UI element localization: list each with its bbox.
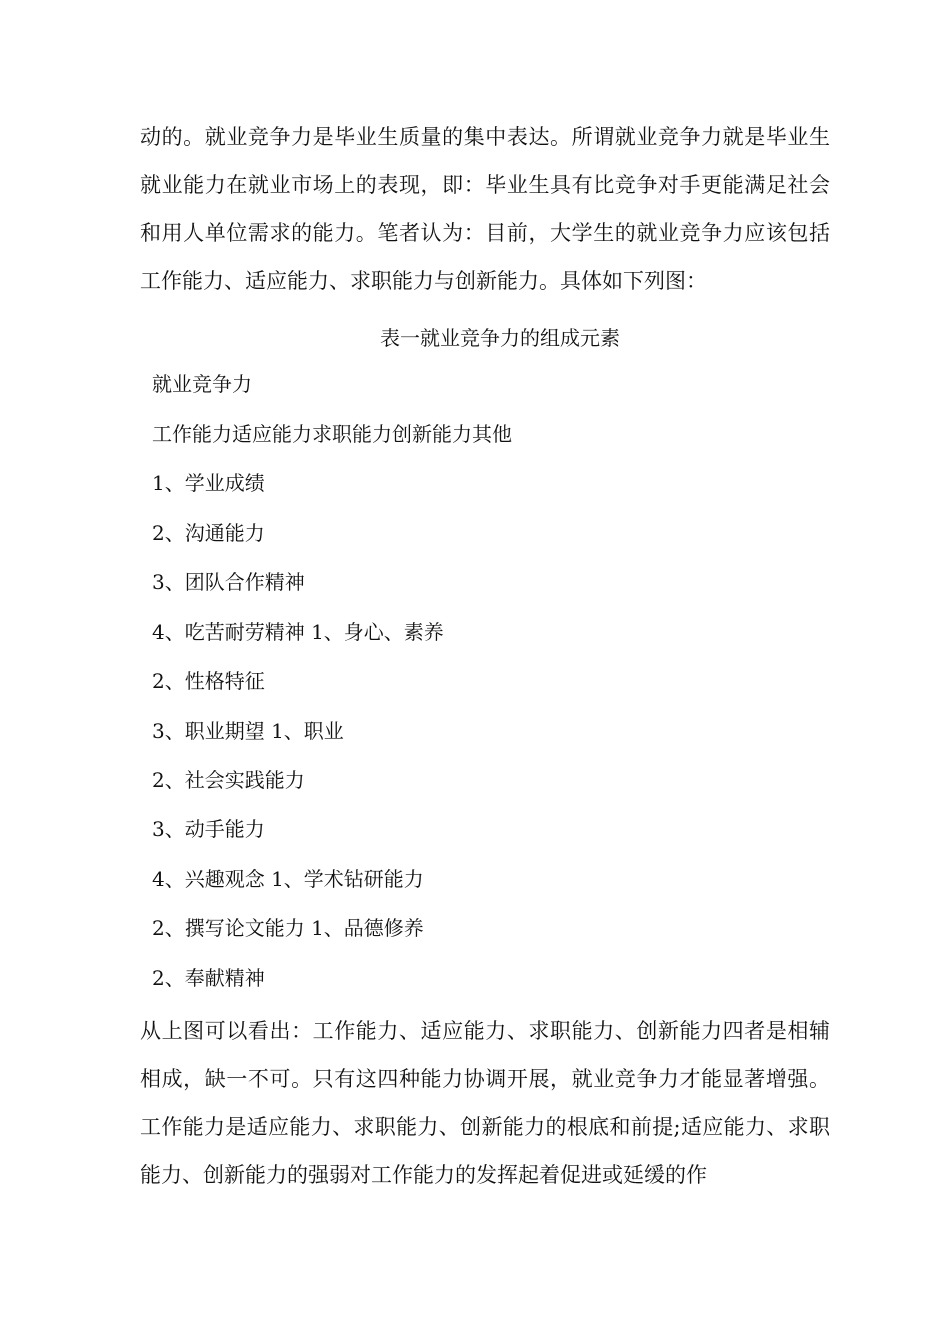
table-caption: 表一就业竞争力的组成元素 (380, 326, 620, 350)
analysis-paragraph: 从上图可以看出：工作能力、适应能力、求职能力、创新能力四者是相辅相成，缺一不可。只有这四种能力协调开展，就业竞争力才能显著增强。工作能力是适应能力、求职能力、创新能力的根底和前提;适应能力、求职能力、创新能力的强弱对工作能力的发挥起着促进或延缓的作 (140, 1019, 830, 1187)
table-line: 2、社会实践能力 (152, 768, 305, 792)
table-line: 3、动手能力 (152, 817, 265, 841)
intro-paragraph: 动的。就业竞争力是毕业生质量的集中表达。所谓就业竞争力就是毕业生就业能力在就业市场上的表现，即：毕业生具有比竞争对手更能满足社会和用人单位需求的能力。笔者认为：目前，大学生的就业竞争力应该包括工作能力、适应能力、求职能力与创新能力。具体如下列图： (140, 125, 830, 293)
table-line: 2、撰写论文能力 1、品德修养 (152, 916, 424, 940)
table-line: 3、职业期望 1、职业 (152, 719, 344, 743)
table-line: 4、兴趣观念 1、学术钻研能力 (152, 867, 424, 891)
table-line: 2、奉献精神 (152, 966, 265, 990)
table-line: 3、团队合作精神 (152, 570, 305, 594)
table-column-headers: 工作能力适应能力求职能力创新能力其他 (152, 422, 512, 446)
table-line: 4、吃苦耐劳精神 1、身心、素养 (152, 620, 444, 644)
table-line: 2、性格特征 (152, 669, 265, 693)
table-heading: 就业竞争力 (152, 372, 252, 396)
table-line: 1、学业成绩 (152, 471, 265, 495)
table-line: 2、沟通能力 (152, 521, 265, 545)
